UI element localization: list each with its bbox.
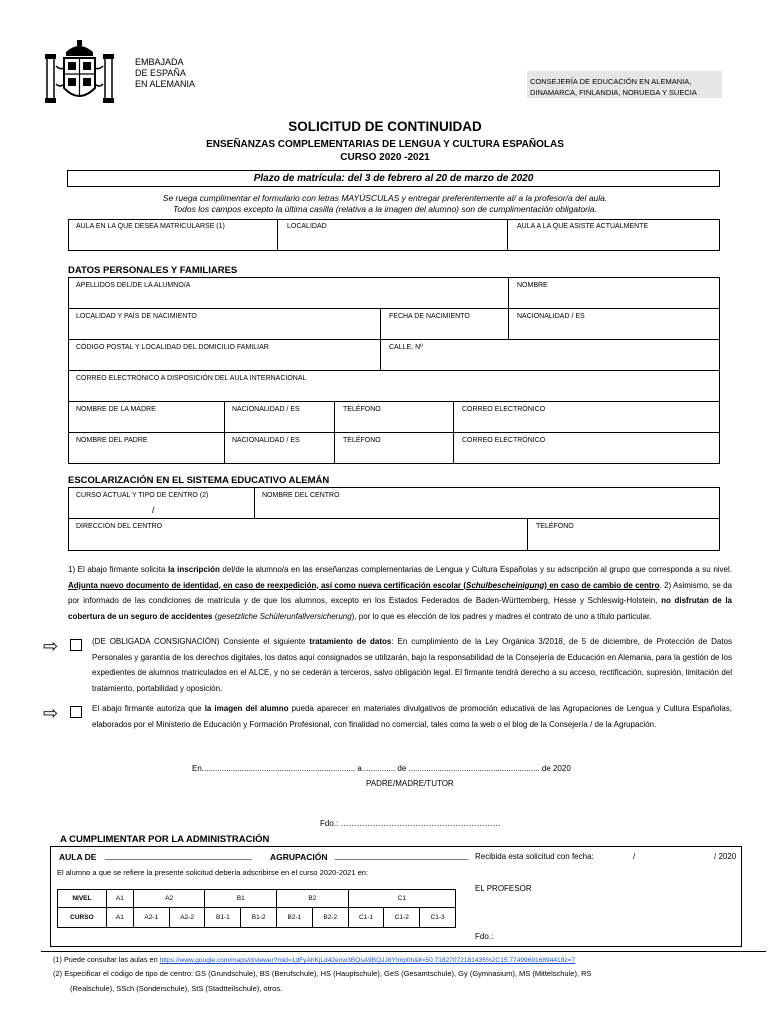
apellidos-label: APELLIDOS DEL/DE LA ALUMNO/A (76, 282, 191, 289)
calle-field[interactable] (380, 339, 720, 371)
instructions-line-2: Todos los campos excepto la última casilla (relativa a la imagen del alumno) son de cumplimentación obligatoria. (173, 204, 597, 214)
teacher-signature-label: Fdo.: (475, 932, 494, 941)
course-a2-2[interactable]: A2-2 (169, 908, 205, 928)
image-consent-paragraph: El abajo firmante autoriza que la imagen del alumno pueda aparecer en materiales divulgativos de promoción educativa de las Agrupaciones de Lengua y Cultura Españolas, elaborados por el Ministerio de Educación y Formación Profesional, con finalidad no comercial, tales como la web o el blog de la Consejería / de la Agrupación. (92, 704, 732, 729)
aula-matricular-label: AULA EN LA QUE DESEA MATRICULARSE (1) (76, 223, 225, 230)
received-date-year: / 2020 (714, 852, 737, 861)
teacher-label: EL PROFESOR (475, 884, 532, 893)
data-protection-checkbox[interactable] (70, 639, 82, 651)
footnote-2-line-2: (Realschule), SSch (Sonderschule), StS (Stadtteilschule), otros. (70, 984, 283, 993)
received-date-separator: / (633, 852, 636, 861)
course-b1-2[interactable]: B1-2 (241, 908, 277, 928)
received-date-label: Recibida esta solicitud con fecha: (475, 852, 594, 861)
coat-of-arms-icon (42, 40, 117, 108)
course-b1-1[interactable]: B1-1 (205, 908, 241, 928)
padre-telefono-label: TELÉFONO (343, 437, 381, 444)
madre-correo-label: CORREO ELECTRÓNICO (462, 406, 546, 413)
madre-nacionalidad-label: NACIONALIDAD / ES (232, 406, 300, 413)
correo-aula-label: CORREO ELECTRÓNICO A DISPOSICIÓN DEL AULA INTERNACIONAL (76, 375, 307, 382)
agrupacion-line[interactable]: ______________________________ (335, 851, 469, 860)
page-title: SOLICITUD DE CONTINUIDAD (288, 119, 482, 134)
agrupacion-label: AGRUPACIÓN (270, 852, 328, 862)
aula-de-line[interactable]: _________________________________ (105, 851, 252, 860)
fecha-nacimiento-label: FECHA DE NACIMIENTO (389, 313, 470, 320)
place-date-line[interactable]: En...................................................................., a............... de ........................................................... de 2020 (192, 764, 571, 773)
embassy-name: EMBAJADA DE ESPAÑA EN ALEMANIA (135, 57, 196, 89)
course-year: CURSO 2020 -2021 (340, 152, 430, 163)
nombre-centro-label: NOMBRE DEL CENTRO (262, 492, 340, 499)
schooling-heading: ESCOLARIZACIÓN EN EL SISTEMA EDUCATIVO ALEMÁN (68, 475, 330, 486)
course-b2-1[interactable]: B2-1 (277, 908, 313, 928)
level-c1[interactable]: C1 (348, 890, 455, 908)
course-a2-1[interactable]: A2-1 (133, 908, 169, 928)
instructions-line-1: Se ruega cumplimentar el formulario con letras MAYÚSCULAS y entregar preferentemente al/ a la profesor/a del aula. (162, 193, 608, 203)
localidad-pais-label: LOCALIDAD Y PAÍS DE NACIMIENTO (76, 313, 197, 320)
madre-telefono-label: TELÉFONO (343, 406, 381, 413)
padre-nombre-label: NOMBRE DEL PADRE (76, 437, 148, 444)
course-c1-2[interactable]: C1-2 (384, 908, 420, 928)
curso-separator: / (152, 505, 155, 515)
guardian-label: PADRE/MADRE/TUTOR (366, 779, 454, 788)
assignment-text: El alumno a que se refiere la presente solicitud debería adscribirse en el curso 2020-2021 en: (57, 868, 369, 877)
footnote-2-line-1: (2) Especificar el código de tipo de centro: GS (Grundschule), BS (Berufschule), HS (Hauptschule), GeS (Gesamtschule), Gy (Gymnasium), MS (Mittelschule), RS (53, 969, 592, 978)
image-consent-checkbox[interactable] (70, 706, 82, 718)
nacionalidades-label: NACIONALIDAD / ES (517, 313, 585, 320)
nombre-label: NOMBRE (517, 282, 548, 289)
localidad-label: LOCALIDAD (287, 223, 327, 230)
direccion-centro-label: DIRECCIÓN DEL CENTRO (76, 523, 163, 530)
declaration-paragraph: 1) El abajo firmante solicita la inscripción del/de la alumno/a en las enseñanzas complementarias de Lengua y Cultura Españolas y su adscripción al grupo que corresponda a su nivel. Adjunta nuevo documento de identidad, en caso de reexpedición, así como nueva certificación escolar (Schulbescheinigung) en caso de cambio de centro. 2) Asimismo, se da por informado de las condiciones de matrícula y de que los alumnos, excepto en los Estados Federados de Baden-Württemberg, Hesse y Schleswig-Holstein, no disfrutan de la cobertura de un seguro de accidentes (gesetzliche Schülerunfallversicherung), por lo que es elección de los padres y madres el contrato de uno a título particular. (68, 565, 732, 621)
personal-data-heading: DATOS PERSONALES Y FAMILIARES (68, 265, 238, 276)
course-c1-1[interactable]: C1-1 (348, 908, 384, 928)
course-a1[interactable]: A1 (106, 908, 133, 928)
right-arrow-icon: ⇨ (43, 636, 59, 656)
level-b2[interactable]: B2 (277, 890, 349, 908)
footnote-1: (1) Puede consultar las aulas en https://www.google.com/maps/d/viewer?mid=1dFyAhKjLd42enw3BQsA9BQJJ8YImp0h&ll=50.71827072181435%2C15.774996916894418z=7 (53, 955, 576, 964)
footnote-divider (41, 951, 766, 952)
padre-nacionalidad-label: NACIONALIDAD / ES (232, 437, 300, 444)
guardian-signature-line[interactable]: Fdo.: …………………………………………………… (320, 819, 501, 828)
admin-heading: A CUMPLIMENTAR POR LA ADMINISTRACIÓN (60, 834, 270, 845)
maps-link[interactable]: https://www.google.com/maps/d/viewer?mid=1dFyAhKjLd42enw3BQsA9BQJJ8YImp0h&ll=50.71827072181435%2C15.774996916894418z=7 (159, 957, 576, 964)
course-c1-3[interactable]: C1-3 (420, 908, 456, 928)
right-arrow-icon: ⇨ (43, 703, 59, 723)
nivel-header: NIVEL (58, 890, 107, 908)
calle-label: CALLE, Nº (389, 344, 423, 351)
telefono-centro-label: TELÉFONO (536, 523, 574, 530)
aula-asiste-label: AULA A LA QUE ASISTE ACTUALMENTE (517, 223, 649, 230)
madre-nombre-label: NOMBRE DE LA MADRE (76, 406, 156, 413)
data-protection-paragraph: (DE OBLIGADA CONSIGNACIÓN) Consiente el siguiente tratamiento de datos: En cumplimiento de la Ley Orgánica 3/2018, de 5 de diciembre, de Protección de Datos Personales y garantía de los derechos digitales, los datos aquí consignados se utilizarán, bajo la responsabilidad de la Consejería de Educación en Alemania, para la gestión de los expedientes de alumnos matriculados en el ALCE, y no se cederán a terceros, salvo obligación legal. El firmante tendrá derecho a su acceso, rectificación, supresión, limitación del tratamiento, portabilidad y oposición. (92, 637, 733, 693)
level-table (57, 889, 456, 928)
consejeria-name: CONSEJERÍA DE EDUCACIÓN EN ALEMANIA, DINAMARCA, FINLANDIA, NORUEGA Y SUECIA (530, 77, 697, 97)
curso-actual-label: CURSO ACTUAL Y TIPO DE CENTRO (2) (76, 492, 209, 499)
padre-correo-label: CORREO ELECTRÓNICO (462, 437, 546, 444)
page-subtitle: ENSEÑANZAS COMPLEMENTARIAS DE LENGUA Y CULTURA ESPAÑOLAS (206, 139, 564, 150)
curso-header: CURSO (58, 908, 107, 928)
course-b2-2[interactable]: B2-2 (312, 908, 348, 928)
level-b1[interactable]: B1 (205, 890, 277, 908)
aula-de-label: AULA DE (59, 852, 97, 862)
codigo-postal-label: CÓDIGO POSTAL Y LOCALIDAD DEL DOMICILIO FAMILIAR (76, 344, 269, 351)
level-a1[interactable]: A1 (106, 890, 133, 908)
level-a2[interactable]: A2 (133, 890, 205, 908)
deadline-text: Plazo de matrícula: del 3 de febrero al 20 de marzo de 2020 (253, 173, 534, 184)
